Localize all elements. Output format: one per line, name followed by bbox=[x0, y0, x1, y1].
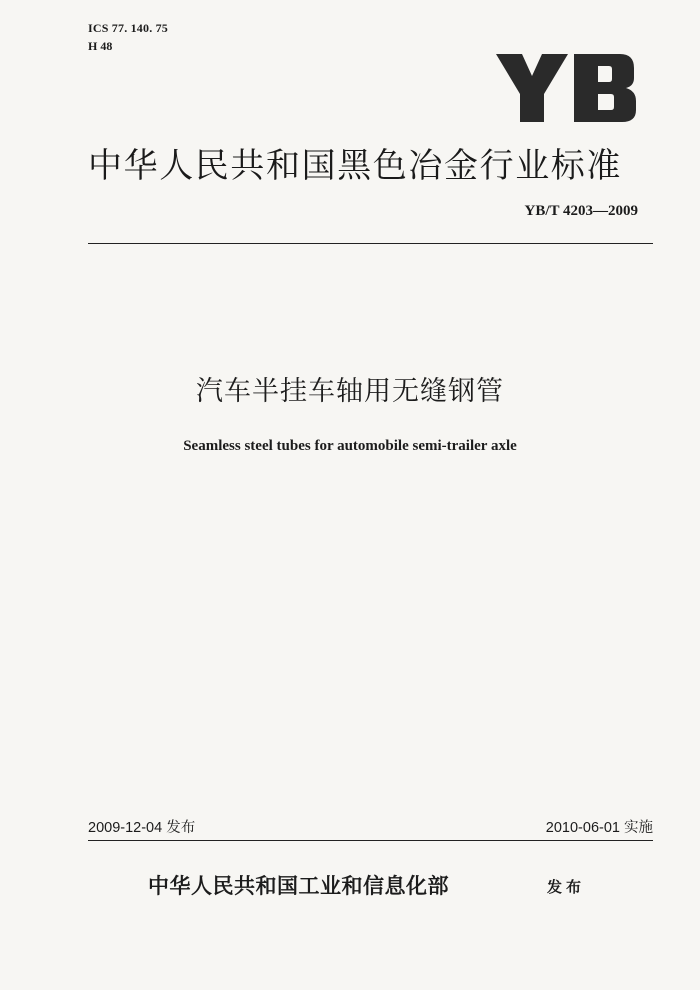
yb-logo-graphic bbox=[492, 50, 638, 126]
industry-standard-title: 中华人民共和国黑色冶金行业标准 bbox=[88, 146, 622, 186]
header-divider bbox=[88, 243, 653, 244]
standard-number: YB/T 4203—2009 bbox=[524, 203, 638, 219]
footer-divider bbox=[88, 840, 653, 841]
ics-code: ICS 77. 140. 75 bbox=[88, 21, 169, 35]
document-title-english: Seamless steel tubes for automobile semi-trailer axle bbox=[183, 438, 517, 454]
issue-date: 2009-12-04 发布 bbox=[88, 820, 196, 836]
publisher-name: 中华人民共和国工业和信息化部 bbox=[148, 873, 449, 898]
classification-code: H 48 bbox=[88, 39, 113, 53]
yb-logo bbox=[492, 50, 638, 126]
implementation-date: 2010-06-01 实施 bbox=[545, 820, 653, 836]
publish-label: 发布 bbox=[547, 878, 586, 896]
document-title-chinese: 汽车半挂车轴用无缝钢管 bbox=[196, 376, 504, 407]
